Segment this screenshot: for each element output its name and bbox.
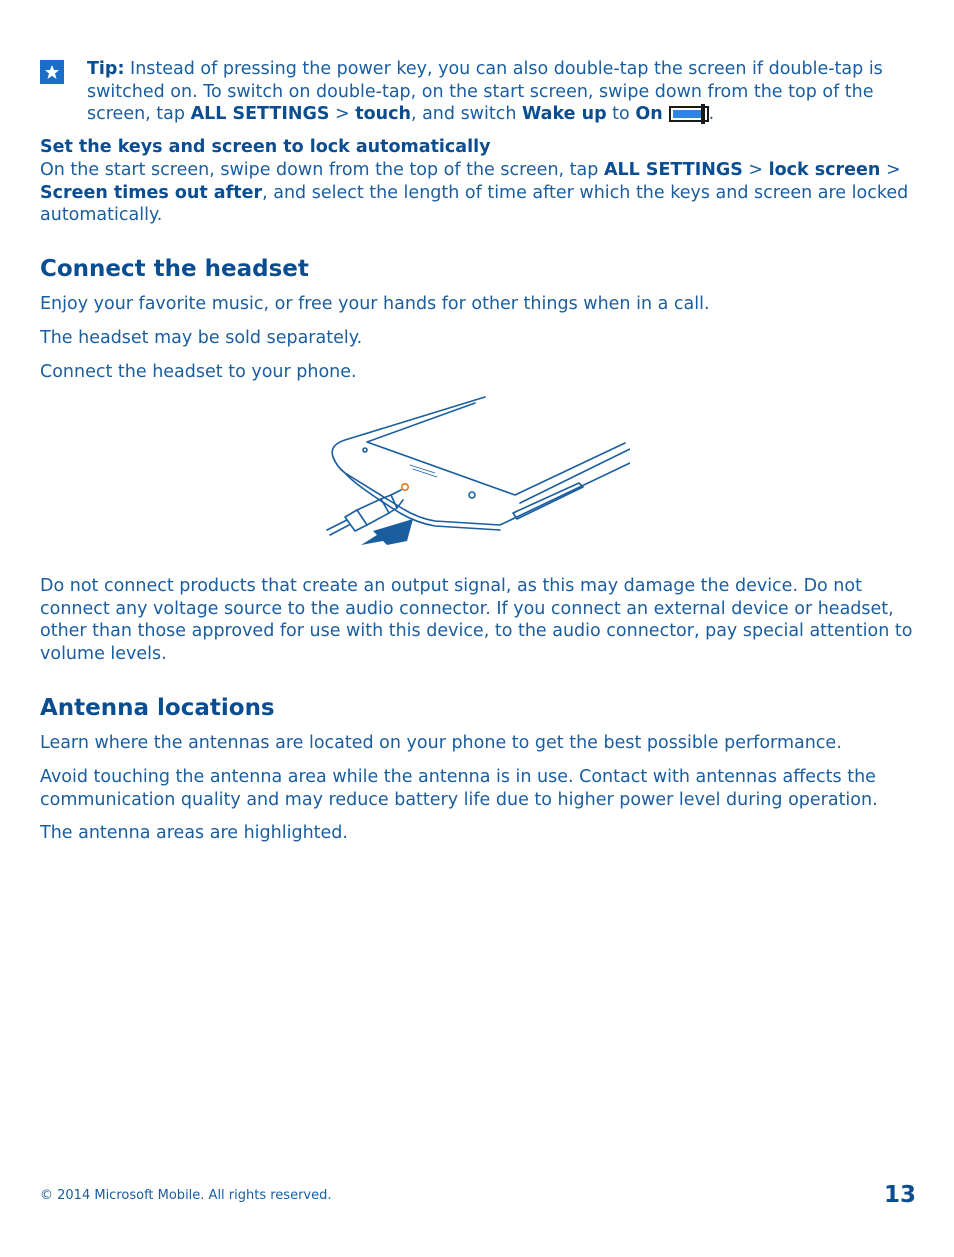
antenna-paragraph-1: Learn where the antennas are located on your phone to get the best possible performance. (40, 733, 842, 753)
wake-up-ref: Wake up (522, 104, 607, 124)
tip-label: Tip: (87, 59, 125, 79)
lock-screen-ref: lock screen (768, 160, 881, 180)
tip-text-3: to (606, 104, 636, 124)
all-settings-ref: ALL SETTINGS (190, 104, 330, 124)
tip-text-2: , and switch (410, 104, 522, 124)
screen-times-out-ref: Screen times out after (40, 182, 263, 203)
on-ref: On (635, 104, 663, 124)
antenna-paragraph-2: Avoid touching the antenna area while the antenna is in use. Contact with antennas affects the communication quality and may reduce battery life due to higher power level during operation. (40, 767, 878, 810)
antenna-paragraph-3: The antenna areas are highlighted. (40, 823, 348, 843)
phone-headset-illustration (325, 395, 630, 550)
headset-paragraph-3: Connect the headset to your phone. (40, 362, 357, 382)
all-settings-ref: ALL SETTINGS (603, 160, 743, 180)
headset-paragraph-2: The headset may be sold separately. (40, 328, 363, 348)
footer-copyright: © 2014 Microsoft Mobile. All rights reserved. (40, 1188, 332, 1203)
lock-subheading: Set the keys and screen to lock automatically (40, 137, 491, 157)
separator: > (329, 104, 356, 124)
star-glyph (44, 64, 60, 80)
toggle-on-icon (669, 106, 709, 122)
lock-paragraph: On the start screen, swipe down from the top of the screen, tap ALL SETTINGS > lock screen > Screen times out after, and select the length of time after which the keys and screen are locked automatically. (40, 160, 909, 225)
tip-text-1: Instead of pressing the power key, you can also double-tap the screen if double-tap is switched on. To switch on double-tap, on the start screen, swipe down from the top of the screen, tap (87, 59, 883, 124)
section-title-headset: Connect the headset (40, 256, 309, 282)
section-title-antenna: Antenna locations (40, 695, 275, 721)
page-number: 13 (884, 1182, 917, 1208)
headset-warning: Do not connect products that create an output signal, as this may damage the device. Do not connect any voltage source to the audio connector. If you connect an external device or headset, other than those approved for use with this device, to the audio connector, pay special attention to volume levels. (40, 576, 913, 664)
tip-text-4: . (708, 104, 715, 124)
headset-paragraph-1: Enjoy your favorite music, or free your hands for other things when in a call. (40, 294, 710, 314)
tip-paragraph (87, 58, 917, 126)
touch-ref: touch (355, 104, 411, 124)
star-icon (40, 60, 64, 84)
